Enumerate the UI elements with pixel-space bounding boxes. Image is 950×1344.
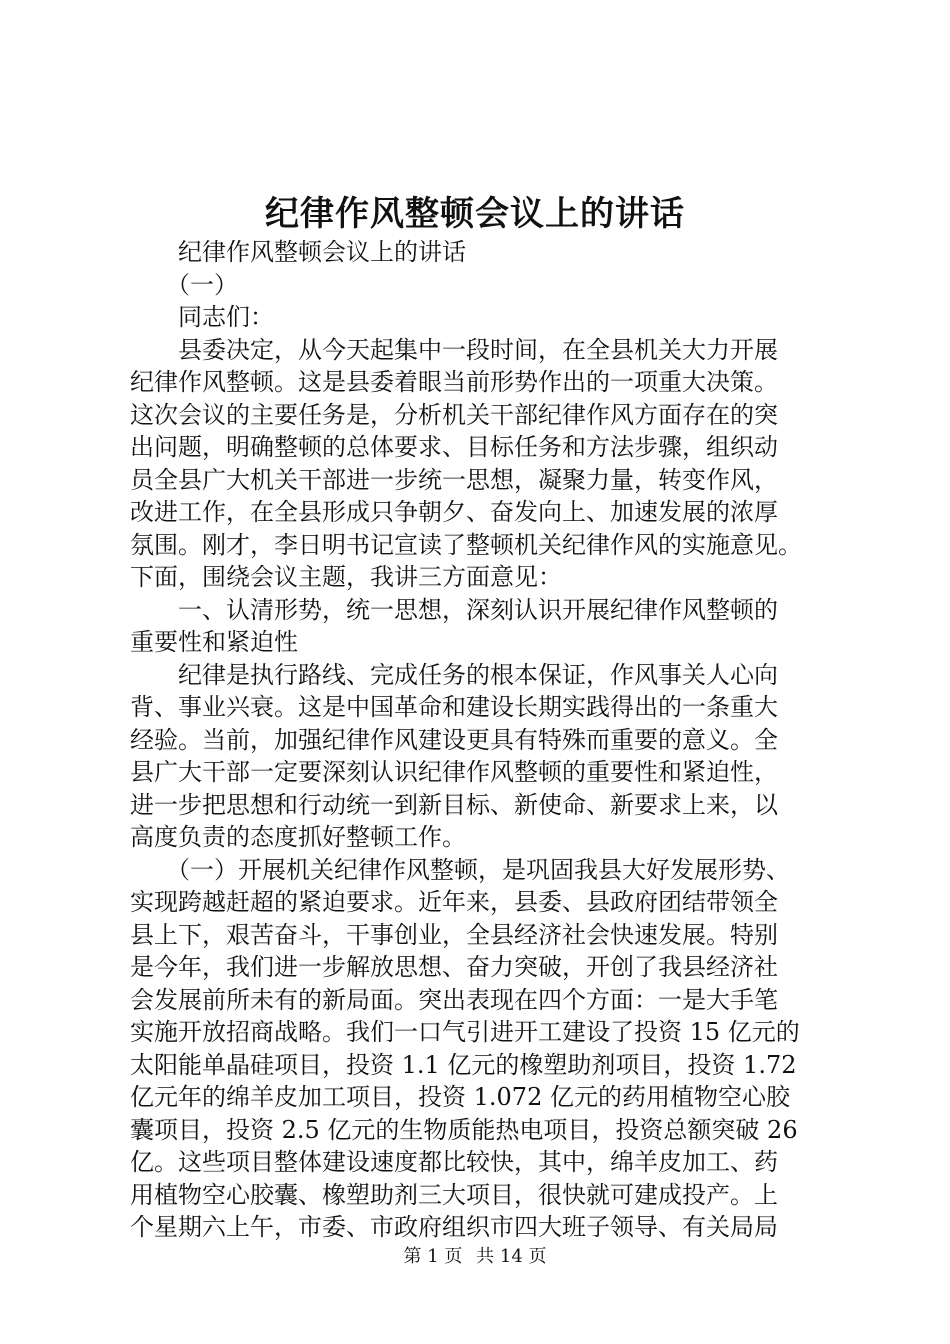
page-number: 第 1 页	[403, 1246, 463, 1267]
body-line: 实施开放招商战略。我们一口气引进开工建设了投资 15 亿元的	[130, 1018, 800, 1046]
body-line: 出问题，明确整顿的总体要求、目标任务和方法步骤，组织动	[130, 433, 778, 461]
body-line: 同志们：	[130, 303, 274, 331]
body-line: 个星期六上午，市委、市政府组织市四大班子领导、有关局局	[130, 1213, 778, 1241]
body-line: （一）开展机关纪律作风整顿，是巩固我县大好发展形势、	[130, 855, 790, 884]
body-line: 县上下，艰苦奋斗，干事创业，全县经济社会快速发展。特别	[130, 920, 778, 949]
body-line: 背、事业兴衰。这是中国革命和建设长期实践得出的一条重大	[130, 693, 778, 721]
page-footer	[0, 1242, 950, 1268]
body-line: 亿元年的绵羊皮加工项目，投资 1.072 亿元的药用植物空心胶	[130, 1083, 790, 1111]
body-line: 县广大干部一定要深刻认识纪律作风整顿的重要性和紧迫性，	[130, 758, 778, 786]
body-line: 囊项目，投资 2.5 亿元的生物质能热电项目，投资总额突破 26	[130, 1115, 798, 1144]
body-line: 实现跨越赶超的紧迫要求。近年来，县委、县政府团结带领全	[130, 888, 778, 916]
body-line: 会发展前所未有的新局面。突出表现在四个方面：一是大手笔	[130, 985, 778, 1014]
body-line: 亿。这些项目整体建设速度都比较快，其中，绵羊皮加工、药	[130, 1148, 778, 1176]
document-title: 纪律作风整顿会议上的讲话	[265, 194, 685, 234]
body-line: 纪律作风整顿会议上的讲话	[130, 238, 466, 266]
body-line: 下面，围绕会议主题，我讲三方面意见：	[130, 563, 562, 591]
body-line: 一、认清形势，统一思想，深刻认识开展纪律作风整顿的	[130, 595, 778, 624]
body-line: 重要性和紧迫性	[130, 628, 298, 656]
body-line: 氛围。刚才，李日明书记宣读了整顿机关纪律作风的实施意见。	[130, 530, 802, 559]
body-line: 是今年，我们进一步解放思想、奋力突破，开创了我县经济社	[130, 953, 778, 981]
body-line: 这次会议的主要任务是，分析机关干部纪律作风方面存在的突	[130, 400, 778, 429]
body-line: 高度负责的态度抓好整顿工作。	[130, 823, 466, 851]
page-total: 共 14 页	[476, 1246, 547, 1267]
body-line: 纪律是执行路线、完成任务的根本保证，作风事关人心向	[130, 660, 778, 689]
body-line: （一）	[130, 270, 238, 299]
body-line: 县委决定，从今天起集中一段时间，在全县机关大力开展	[130, 335, 778, 364]
document-body	[130, 236, 832, 1244]
body-line: 进一步把思想和行动统一到新目标、新使命、新要求上来，以	[130, 790, 778, 819]
body-line: 改进工作，在全县形成只争朝夕、奋发向上、加速发展的浓厚	[130, 498, 778, 526]
body-line: 用植物空心胶囊、橡塑助剂三大项目，很快就可建成投产。上	[130, 1180, 778, 1209]
body-line: 经验。当前，加强纪律作风建设更具有特殊而重要的意义。全	[130, 725, 778, 754]
body-line: 员全县广大机关干部进一步统一思想，凝聚力量，转变作风，	[130, 465, 778, 494]
body-line: 太阳能单晶硅项目，投资 1.1 亿元的橡塑助剂项目，投资 1.72	[130, 1050, 797, 1079]
body-line: 纪律作风整顿。这是县委着眼当前形势作出的一项重大决策。	[130, 368, 778, 396]
